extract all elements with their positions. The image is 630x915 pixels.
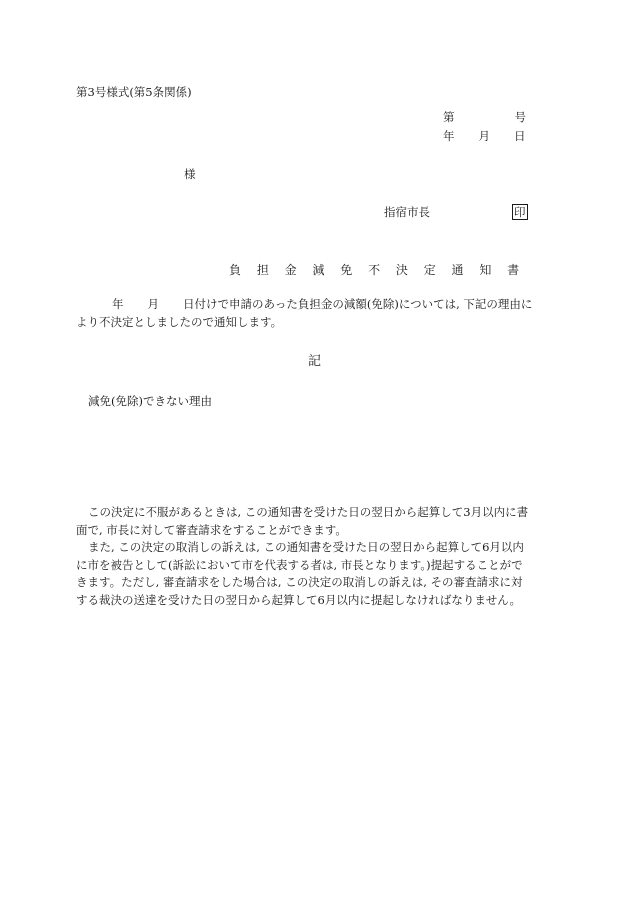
number-prefix: 第: [443, 110, 455, 124]
form-label: 第3号様式(第5条関係): [76, 85, 192, 99]
intro-month: 月: [147, 297, 159, 311]
issuer-title: 指宿市長: [384, 205, 430, 219]
reason-label: 減免(免除)できない理由: [88, 394, 212, 408]
date-year: 年: [443, 129, 455, 143]
document-date: [443, 128, 526, 144]
notice-p2-line-3: きます。ただし, 審査請求をした場合は, この決定の取消しの訴えは, その審査請求に対: [76, 575, 523, 589]
document-title: 負 担 金 減 免 不 決 定 通 知 書: [229, 263, 526, 277]
number-suffix: 号: [514, 110, 526, 124]
ki-heading: 記: [308, 354, 322, 369]
intro-year: 年: [112, 297, 124, 311]
date-month: 月: [478, 129, 490, 143]
seal-label: 印: [514, 205, 526, 219]
notice-p2-line-2: に市を被告として(訴訟において市を代表する者は, 市長となります。)提起することがで: [76, 557, 523, 572]
intro-paragraph: [76, 296, 556, 331]
notice-p1-line-1-text: この決定に不服があるときは, この通知書を受けた日の翌日から起算して3月以内に書: [88, 505, 529, 519]
intro-line-2: より不決定としましたので通知します。: [76, 314, 283, 329]
seal-mark: [512, 204, 528, 220]
date-day: 日: [514, 129, 526, 143]
notice-p2-line-1: [76, 539, 556, 557]
notice-p2-line-1-text: また, この決定の取消しの訴えは, この通知書を受けた日の翌日から起算して6月以内: [88, 540, 524, 554]
appeal-notice: [76, 504, 556, 609]
notice-p2-line-4: する裁決の送達を受けた日の翌日から起算して6月以内に提起しなければなりません。: [76, 592, 522, 607]
notice-p1-line-1: [76, 504, 556, 522]
document-number: [443, 109, 526, 125]
intro-line-1: [76, 296, 556, 314]
intro-line-1-text: 日付けで申請のあった負担金の減額(免除)については, 下記の理由に: [183, 297, 533, 311]
addressee-honorific: 様: [184, 167, 196, 181]
notice-p1-line-2: 面で, 市長に対して審査請求をすることができます。: [76, 522, 347, 537]
